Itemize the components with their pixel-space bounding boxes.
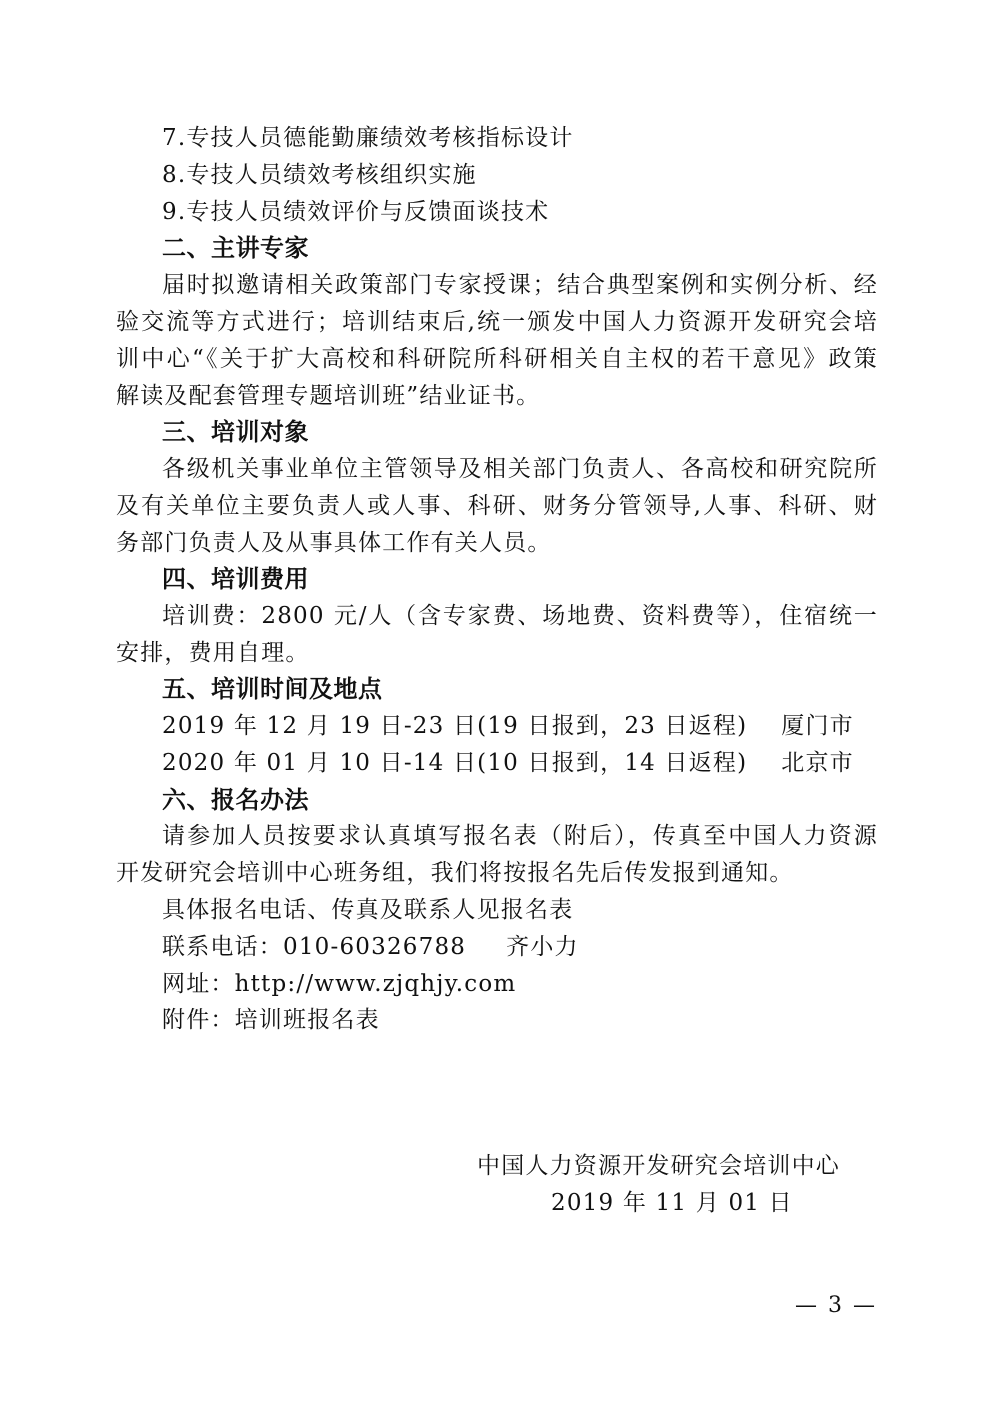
contact-person: 齐小力 xyxy=(506,934,579,960)
paragraph-line: 训中心“《关于扩大高校和科研院所科研相关自主权的若干意见》政策 xyxy=(116,346,878,372)
paragraph-line: 解读及配套管理专题培训班”结业证书。 xyxy=(116,383,541,409)
schedule-row xyxy=(162,745,854,781)
page-number: — 3 — xyxy=(795,1293,877,1318)
list-item-7: 7.专技人员德能勤廉绩效考核指标设计 xyxy=(162,125,574,151)
paragraph-line: 及有关单位主要负责人或人事、科研、财务分管领导,人事、科研、财 xyxy=(116,493,878,519)
contact-phone: 联系电话：010-60326788 xyxy=(162,934,467,960)
section-heading-registration: 六、报名办法 xyxy=(162,786,309,814)
section-heading-schedule: 五、培训时间及地点 xyxy=(162,675,383,703)
contact-note: 具体报名电话、传真及联系人见报名表 xyxy=(162,897,574,923)
paragraph-line: 验交流等方式进行；培训结束后,统一颁发中国人力资源开发研究会培 xyxy=(116,309,878,335)
attachment-line: 附件：培训班报名表 xyxy=(162,1007,380,1033)
paragraph-line: 安排，费用自理。 xyxy=(116,640,310,666)
website-line: 网址：http://www.zjqhjy.com xyxy=(162,971,517,997)
schedule-city: 厦门市 xyxy=(781,713,854,739)
signature-org: 中国人力资源开发研究会培训中心 xyxy=(477,1153,840,1179)
schedule-city: 北京市 xyxy=(781,750,854,776)
paragraph-line: 开发研究会培训中心班务组，我们将按报名先后传发报到通知。 xyxy=(116,860,794,886)
paragraph-line: 届时拟邀请相关政策部门专家授课；结合典型案例和实例分析、经 xyxy=(162,272,878,298)
paragraph-line: 各级机关事业单位主管领导及相关部门负责人、各高校和研究院所 xyxy=(162,456,878,482)
section-heading-experts: 二、主讲专家 xyxy=(162,234,309,262)
schedule-row xyxy=(162,708,854,744)
signature-date: 2019 年 11 月 01 日 xyxy=(551,1190,793,1216)
paragraph-line: 请参加人员按要求认真填写报名表（附后），传真至中国人力资源 xyxy=(162,823,878,849)
list-item-9: 9.专技人员绩效评价与反馈面谈技术 xyxy=(162,199,550,225)
schedule-dates: 2020 年 01 月 10 日-14 日(10 日报到，14 日返程) xyxy=(162,750,748,776)
paragraph-line: 务部门负责人及从事具体工作有关人员。 xyxy=(116,530,552,556)
section-heading-audience: 三、培训对象 xyxy=(162,418,309,446)
schedule-dates: 2019 年 12 月 19 日-23 日(19 日报到，23 日返程) xyxy=(162,713,748,739)
list-item-8: 8.专技人员绩效考核组织实施 xyxy=(162,162,477,188)
contact-phone-row xyxy=(162,929,579,965)
paragraph-line: 培训费：2800 元/人（含专家费、场地费、资料费等），住宿统一 xyxy=(162,603,878,629)
section-heading-fees: 四、培训费用 xyxy=(162,565,309,593)
